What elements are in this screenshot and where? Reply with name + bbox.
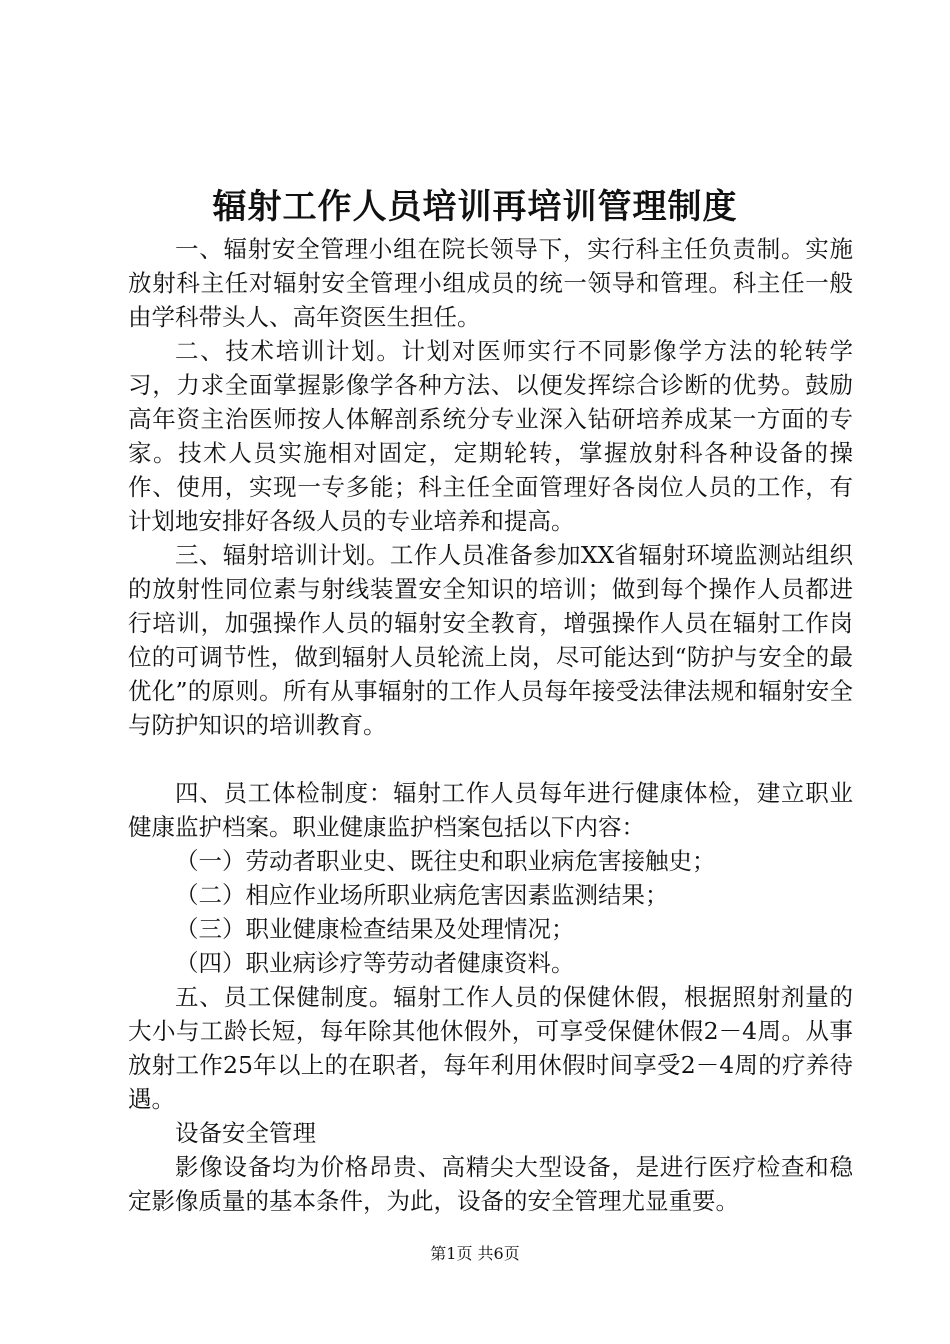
paragraph-6: 影像设备均为价格昂贵、高精尖大型设备，是进行医疗检查和稳定影像质量的基本条件，为此，设备的安全管理尤显重要。 (128, 1153, 853, 1215)
list-item-1: （一）劳动者职业史、既往史和职业病危害接触史； (175, 847, 716, 875)
list-item-3: （三）职业健康检查结果及处理情况； (175, 915, 575, 943)
section-heading: 设备安全管理 (175, 1119, 316, 1147)
page-footer: 第1页 共6页 (430, 1244, 520, 1263)
document-title: 辐射工作人员培训再培训管理制度 (212, 187, 738, 227)
document-body (128, 232, 853, 1218)
paragraph-2: 二、技术培训计划。计划对医师实行不同影像学方法的轮转学习，力求全面掌握影像学各种方法、以便发挥综合诊断的优势。鼓励高年资主治医师按人体解剖系统分专业深入钻研培养成某一方面的专家。技术人员实施相对固定，定期轮转，掌握放射科各种设备的操作、使用，实现一专多能；科主任全面管理好各岗位人员的工作，有计划地安排好各级人员的专业培养和提高。 (128, 337, 853, 535)
paragraph-1: 一、辐射安全管理小组在院长领导下，实行科主任负责制。实施放射科主任对辐射安全管理小组成员的统一领导和管理。科主任一般由学科带头人、高年资医生担任。 (128, 235, 853, 331)
paragraph-4: 四、员工体检制度：辐射工作人员每年进行健康体检，建立职业健康监护档案。职业健康监护档案包括以下内容： (128, 779, 853, 841)
list-item-4: （四）职业病诊疗等劳动者健康资料。 (175, 949, 575, 977)
paragraph-5: 五、员工保健制度。辐射工作人员的保健休假，根据照射剂量的大小与工龄长短，每年除其他休假外，可享受保健休假2－4周。从事放射工作25年以上的在职者，每年利用休假时间享受2－4周的疗养待遇。 (128, 983, 853, 1113)
paragraph-3: 三、辐射培训计划。工作人员准备参加XX省辐射环境监测站组织的放射性同位素与射线装置安全知识的培训；做到每个操作人员都进行培训，加强操作人员的辐射安全教育，增强操作人员在辐射工作岗位的可调节性，做到辐射人员轮流上岗，尽可能达到“防护与安全的最优化”的原则。所有从事辐射的工作人员每年接受法律法规和辐射安全与防护知识的培训教育。 (128, 541, 853, 739)
list-item-2: （二）相应作业场所职业病危害因素监测结果； (175, 881, 669, 909)
